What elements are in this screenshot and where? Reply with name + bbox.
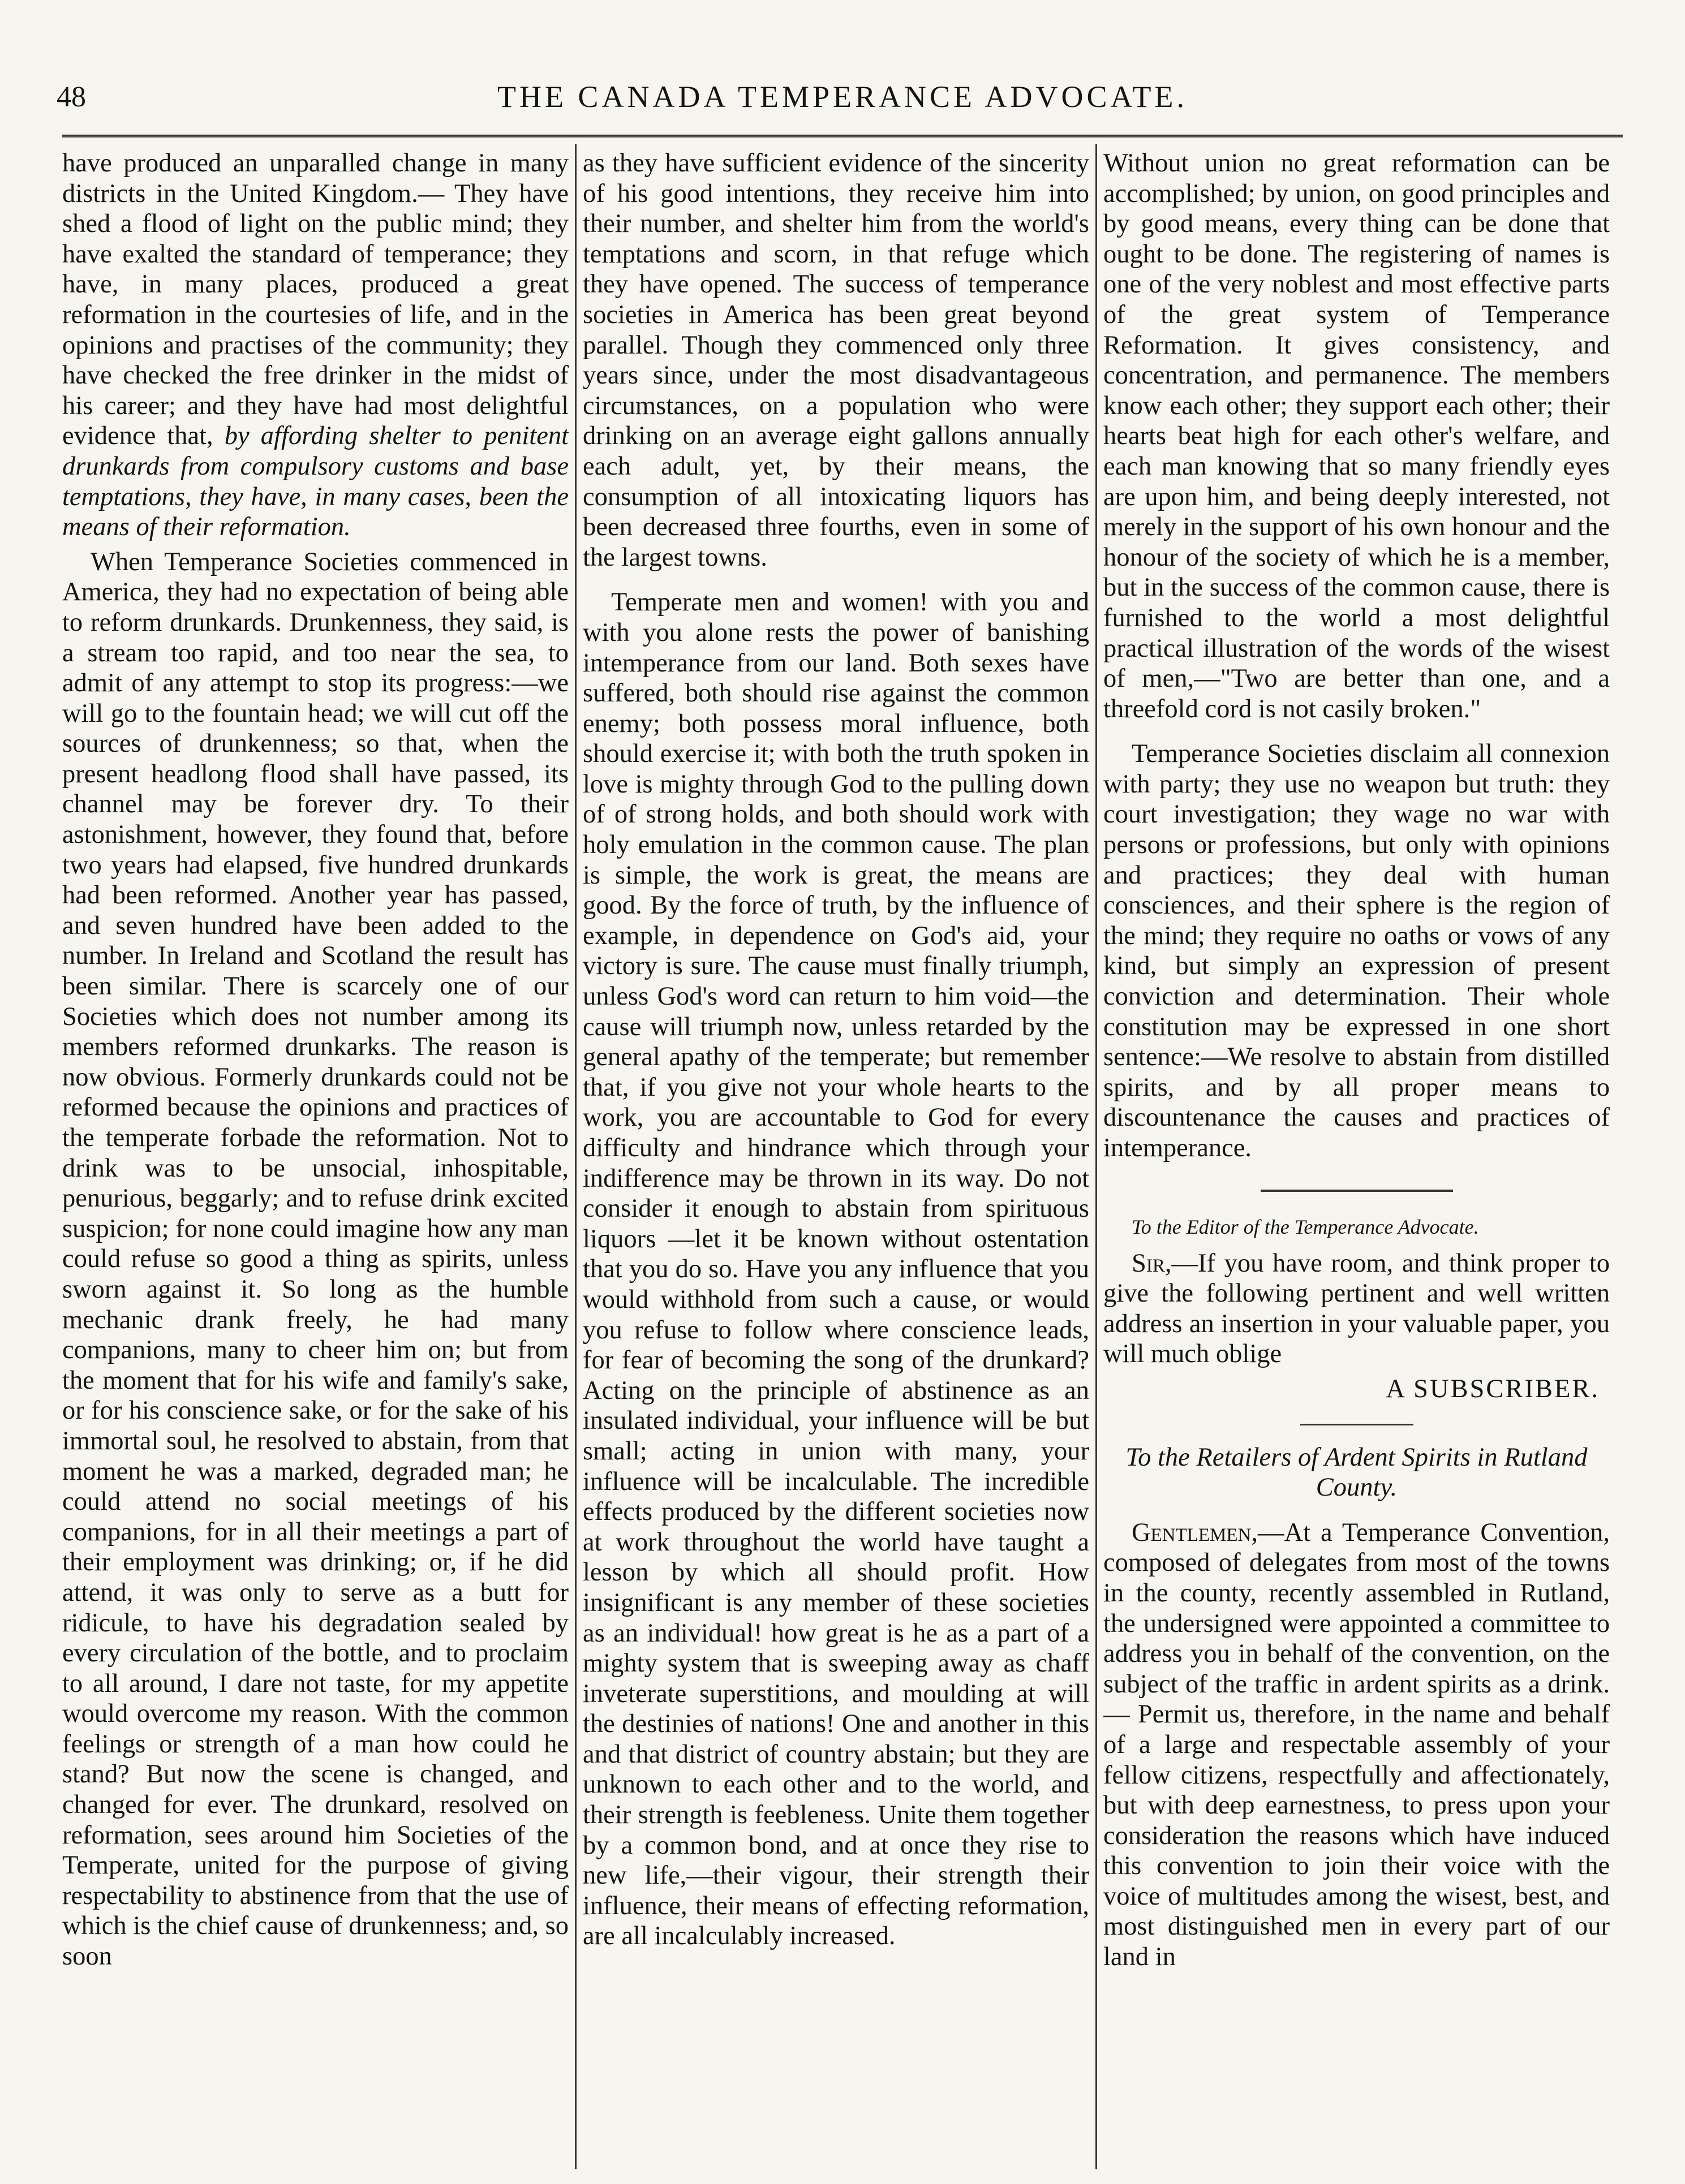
paragraph: Temperance Societies disclaim all connexion with party; they use no weapon but truth: they court investigation; they wage no war with persons or professions, but only with opinions and practices; they deal with human consciences, and their sphere is the region of the mind; they require no oaths or vows of any kind, but simply an expression of present conviction and determination. Their whole constitution may be expressed in one short sentence:—We resolve to abstain from distilled spirits, and by all proper means to discountenance the causes and practices of intemperance. <box>1103 739 1610 1162</box>
paragraph-text: —At a Temperance Convention, composed of delegates from most of the towns in the county, recently assembled in Rutland, the undersigned were appointed a committee to address you in behalf of the convention, on the subject of the traffic in ardent spirits as a drink.— Permit us, therefore, in the name and behalf of a large and respectable assembly of your fellow citizens, respectfully and affectionately, but with deep earnestness, to press upon your consideration the reasons which have induced this convention to join their voice with the voice of multitudes among the wisest, best, and most distinguished men in every part of our land in <box>1103 1518 1610 1972</box>
letter-body: —If you have room, and think proper to give the following pertinent and well written address an insertion in your valuable paper, you will much oblige <box>1103 1248 1610 1369</box>
paragraph: When Temperance Societies commenced in America, they had no expectation of being able to reform drunkards. Drunkenness, they said, is a stream too rapid, and too near the sea, to admit of any attempt to stop its progress:—we will go to the fountain head; we will cut off the sources of drunkenness; so that, when the present headlong flood shall have passed, its channel may be forever dry. To their astonishment, however, they found that, before two years had elapsed, five hundred drunkards had been reformed. Another year has passed, and seven hundred have been added to the number. In Ireland and Scotland the result has been similar. There is scarcely one of our Societies which does not number among its members reformed drunkarks. The reason is now obvious. Formerly drunkards could not be reformed because the opinions and practices of the temperate forbade the reformation. Not to drink was to be unsocial, inhospitable, penurious, beggarly; and to refuse drink excited suspicion; for none could imagine how any man could refuse so good a thing as spirits, unless sworn against it. So long as the humble mechanic drank freely, he had many companions, many to cheer him on; but from the moment that for his wife and family's sake, or for his conscience sake, or for the sake of his immortal soul, he resolved to abstain, from that moment he was a marked, degraded man; he could attend no social meetings of his companions, for in all their meetings a part of their employment was drinking; or, if he did attend, it was only to serve as a butt for ridicule, to have his degradation sealed by every circulation of the bottle, and to proclaim to all around, I dare not taste, for my appetite would overcome my reason. With the common feelings or strength of a man how could he stand? But now the scene is changed, and changed for ever. The drunkard, resolved on reformation, sees around him Societies of the Temperate, united for the purpose of giving respectability to abstinence from that the use of which is the chief cause of drunkenness; and, so soon <box>62 547 569 1971</box>
letter-paragraph <box>1103 1248 1610 1369</box>
salutation: Sir, <box>1132 1248 1172 1278</box>
column-divider <box>1095 144 1097 2169</box>
header-rule <box>62 135 1623 137</box>
page-number: 48 <box>57 81 86 113</box>
paragraph: Without union no great reformation can be accomplished; by union, on good principles and by good means, every thing can be done that ought to be done. The registering of names is one of the very noblest and most effective parts of the great system of Temperance Reformation. It gives consistency, and concentration, and permanence. The members know each other; they support each other; their hearts beat high for each other's welfare, and each man knowing that so many friendly eyes are upon him, and being deeply interested, not merely in the support of his own honour and the honour of the society of which he is a member, but in the success of the common cause, there is furnished to the world a most delightful practical illustration of the words of the wisest of men,—"Two are better than one, and a threefold cord is not casily broken." <box>1103 149 1610 723</box>
column-divider <box>575 144 577 2169</box>
paragraph-text: have produced an unparalled change in many districts in the United Kingdom.— They have shed a flood of light on the public mind; they have exalted the standard of temperance; they have, in many places, produced a great reformation in the courtesies of life, and in the opinions and practises of the community; they have checked the free drinker in the midst of his career; and they have had most delightful evidence that, <box>62 149 569 451</box>
paragraph: as they have sufficient evidence of the sincerity of his good intentions, they receive him into their number, and shelter him from the world's temptations and scorn, in that refuge which they have opened. The success of temperance societies in America has been great beyond parallel. Though they commenced only three years since, under the most disadvantageous circumstances, on a population who were drinking on an average eight gallons annually each adult, yet, by their means, the consumption of all intoxicating liquors has been decreased three fourths, even in some of the largest towns. <box>583 149 1089 572</box>
running-title: THE CANADA TEMPERANCE ADVOCATE. <box>497 80 1188 114</box>
paragraph: Temperate men and women! with you and with you alone rests the power of banishing intemperance from our land. Both sexes have suffered, both should rise against the common enemy; both possess moral influence, both should exercise it; with both the truth spoken in love is mighty through God to the pulling down of of strong holds, and both should work with holy emulation in the common cause. The plan is simple, the work is great, the means are good. By the force of truth, by the influence of example, in dependence on God's aid, your victory is sure. The cause must finally triumph, unless God's word can return to him void—the cause will triumph now, unless retarded by the general apathy of the temperate; but remember that, if you give not your whole hearts to the work, you are accountable to God for every difficulty and hindrance which through your indifference may be thrown in its way. Do not consider it enough to abstain from spirituous liquors —let it be known without ostentation that you do so. Have you any influence that you would withhold from such a cause, or would you refuse to follow where conscience leads, for fear of becoming the song of the drunkard? Acting on the principle of abstinence as an insulated individual, your influence will be but small; acting in union with many, your influence will be incalculable. The incredible effects produced by the different societies now at work throughout the world have taught a lesson by which all should profit. How insignificant is any member of these societies as an individual! how great is he as a part of a mighty system that is sweeping away as chaff inveterate superstitions, and moulding at will the destinies of nations! One and another in this and that district of country abstain; but they are unknown to each other and to the world, and their strength is feebleness. Unite them together by a common bond, and at once they rise to new life,—their vigour, their strength their influence, their means of effecting reformation, are all incalculably increased. <box>583 588 1089 1951</box>
section-rule <box>1261 1190 1453 1192</box>
signature: A SUBSCRIBER. <box>1386 1374 1600 1403</box>
column-2 <box>583 148 1089 2162</box>
section-rule <box>1300 1424 1413 1425</box>
column-3 <box>1103 148 1610 2162</box>
salutation: Gentlemen, <box>1132 1518 1258 1547</box>
paragraph <box>62 148 569 542</box>
column-1 <box>62 148 569 2162</box>
editor-heading: To the Editor of the Temperance Advocate. <box>1132 1215 1479 1238</box>
paragraph <box>1103 1518 1610 1972</box>
italic-phrase: by affording shelter to penitent drunkards from compulsory customs and base temptations, they have, in many cases, been the means of their reformation. <box>62 421 569 542</box>
article-heading: To the Retailers of Ardent Spirits in Rutland County. <box>1125 1442 1588 1502</box>
